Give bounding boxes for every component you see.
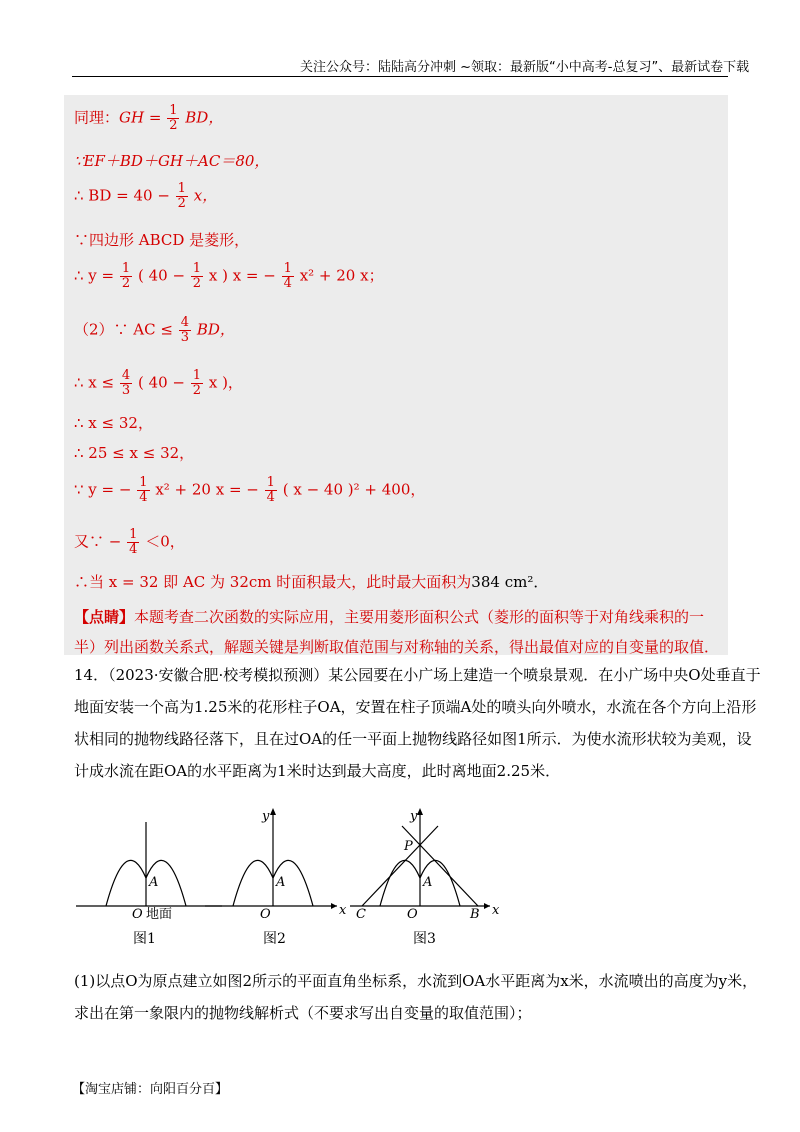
caption-2: 图2 [263,931,286,947]
solution-line-3: ∴ BD = 40 − $\frac{1}{2}$ x， [74,181,218,211]
solution-line-4: ∵四边形 ABCD 是菱形， [74,231,250,249]
solution-line-1: 同理：GH = $\frac{1}{2}$ BD， [74,103,224,133]
caption-1: 图1 [133,931,156,947]
label-y: y [410,809,418,824]
label-a: A [423,875,433,890]
left-parabola [380,860,420,906]
solution-line-2: ∵EF＋BD＋GH＋AC＝80， [74,152,270,170]
figures [0,800,800,970]
solution-line-12: ∴当 x = 32 即 AC 为 32cm 时面积最大，此时最大面积为384 cm²． [74,573,549,591]
solution-line-6: （2）∵ AC ≤ $\frac{4}{3}$ BD， [74,315,235,345]
question-line-2: 求出在第一象限内的抛物线解析式（不要求写出自变量的取值范围）； [74,1004,532,1022]
label-o: O [407,907,418,922]
page-footer: 【淘宝店铺：向阳百分百】 [72,1082,229,1097]
label-ground: 地面 [146,907,173,922]
problem-line-1: 14．（2023·安徽合肥·校考模拟预测）某公园要在小广场上建造一个喷泉景观．在小广场中央O处垂直于 [74,666,761,684]
label-x: x [339,903,347,918]
x-arrow [331,903,337,909]
figure-2 [205,808,347,947]
solution-line-7: ∴ x ≤ $\frac{4}{3}$ ( 40 − $\frac{1}{2}$ x )， [74,368,243,398]
label-a: A [149,875,159,890]
label-y: y [262,809,270,824]
figure-3 [350,808,500,947]
solution-line-5: ∴ y = $\frac{1}{2}$ ( 40 − $\frac{1}{2}$ x ) x = − $\frac{1}{4}$ x² + 20 x； [74,261,384,291]
label-o: O [260,907,271,922]
x-arrow [484,903,490,909]
caption-3: 图3 [413,931,436,947]
header-rule [72,76,728,77]
problem-line-2: 地面安装一个高为1.25米的花形柱子OA，安置在柱子顶端A处的喷头向外喷水，水流在各个方向上沿形 [74,698,757,716]
solution-line-9: ∴ 25 ≤ x ≤ 32， [74,444,195,462]
y-arrow [270,808,276,815]
label-p: P [404,839,413,854]
solution-line-8: ∴ x ≤ 32， [74,414,153,432]
figure-1 [76,822,222,947]
problem-line-4: 计成水流在距OA的水平距离为1米时达到最大高度，此时离地面2.25米． [74,762,561,780]
solution-line-10: ∵ y = − $\frac{1}{4}$ x² + 20 x = − $\frac{1}{4}$ ( x − 40 )² + 400， [74,475,426,505]
label-o: O [132,907,143,922]
y-arrow [417,808,423,815]
key-point-note: 【点睛】本题考查二次函数的实际应用，主要用菱形面积公式（菱形的面积等于对角线乘积的一半）列出函数关系式，解题关键是判断取值范围与对称轴的关系，得出最值对应的自变量的取值． [74,608,720,656]
label-c: C [356,907,366,922]
left-parabola [233,860,273,906]
question-line-1: (1)以点O为原点建立如图2所示的平面直角坐标系，水流到OA水平距离为x米，水流喷出的高度为y米， [74,972,758,990]
page-header: 关注公众号：陆陆高分冲刺 ~领取：最新版“小中高考-总复习”、最新试卷下载 [300,60,750,75]
label-a: A [276,875,286,890]
label-b: B [470,907,480,922]
solution-line-11: 又∵ − $\frac{1}{4}$ ＜0， [74,527,185,557]
problem-line-3: 状相同的抛物线路径落下，且在过OA的任一平面上抛物线路径如图1所示．为使水流形状较为美观，设 [74,730,752,748]
left-parabola [106,860,146,906]
label-x: x [492,903,500,918]
